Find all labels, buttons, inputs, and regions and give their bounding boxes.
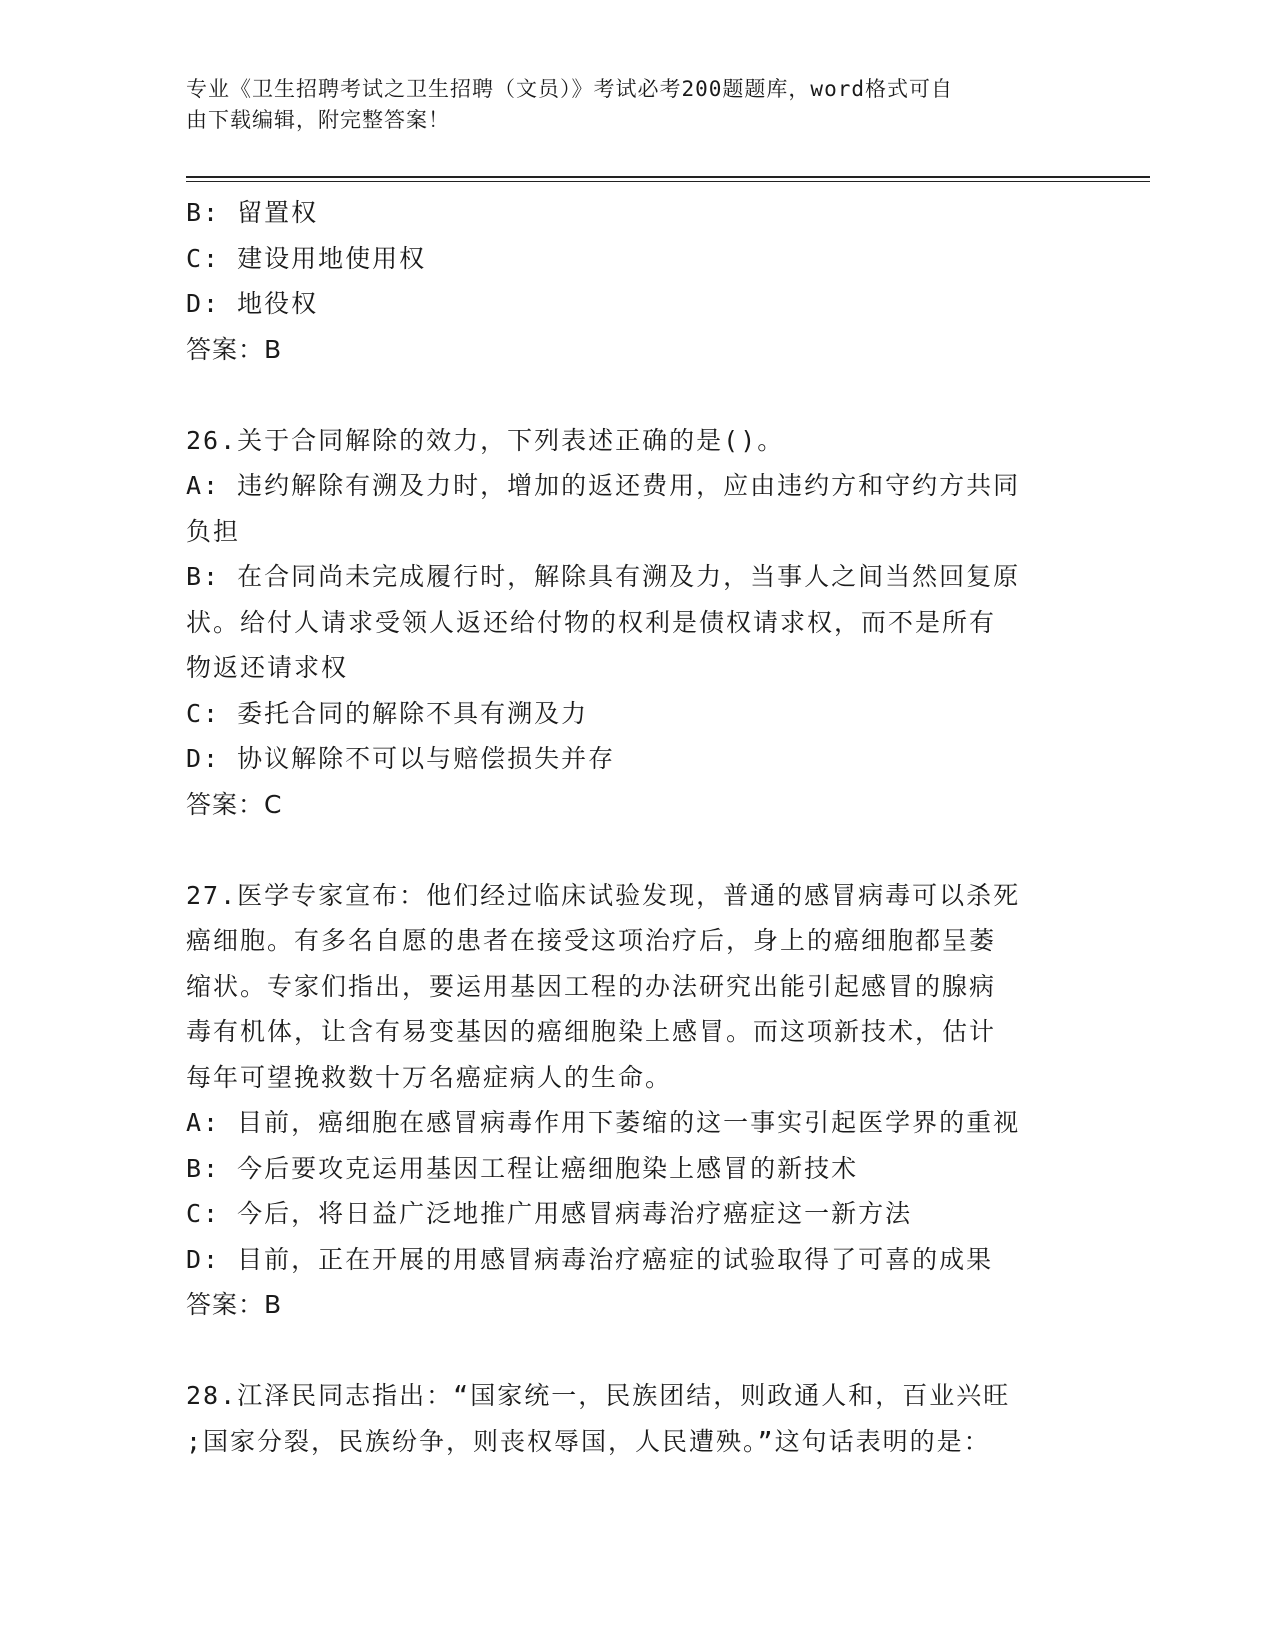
q25-option-c: C: 建设用地使用权 bbox=[186, 243, 427, 273]
q27-option-d: D: 目前，正在开展的用感冒病毒治疗癌症的试验取得了可喜的成果 bbox=[186, 1244, 994, 1274]
q27-option-c: C: 今后，将日益广泛地推广用感冒病毒治疗癌症这一新方法 bbox=[186, 1199, 913, 1228]
q25-answer: 答案：B bbox=[186, 334, 283, 364]
q27-option-b: B: 今后要攻克运用基因工程让癌细胞染上感冒的新技术 bbox=[186, 1153, 859, 1183]
header-divider-thin bbox=[186, 181, 1150, 182]
q26-option-b-line-2: 状。给付人请求受领人返还给付物的权利是债权请求权，而不是所有 bbox=[186, 607, 997, 637]
q25-option-d: D: 地役权 bbox=[186, 289, 319, 318]
q26-stem: 26.关于合同解除的效力，下列表述正确的是()。 bbox=[186, 425, 785, 455]
spacer bbox=[186, 827, 1086, 873]
spacer bbox=[186, 372, 1086, 418]
q27-option-a: A: 目前，癌细胞在感冒病毒作用下萎缩的这一事实引起医学界的重视 bbox=[186, 1108, 1021, 1137]
q27-stem-line-2: 癌细胞。有多名自愿的患者在接受这项治疗后，身上的癌细胞都呈萎 bbox=[186, 926, 997, 955]
q28-stem-line-1: 28.江泽民同志指出：“国家统一，民族团结，则政通人和，百业兴旺 bbox=[186, 1381, 1011, 1410]
q26-option-a-line-2: 负担 bbox=[186, 516, 241, 546]
q27-stem-line-4: 毒有机体，让含有易变基因的癌细胞染上感冒。而这项新技术，估计 bbox=[186, 1017, 997, 1046]
q28-stem-line-2: ;国家分裂，民族纷争，则丧权辱国，人民遭殃。”这句话表明的是： bbox=[186, 1426, 991, 1456]
q27-stem-line-3: 缩状。专家们指出，要运用基因工程的办法研究出能引起感冒的腺病 bbox=[186, 971, 997, 1001]
header-line-2: 由下载编辑，附完整答案！ bbox=[186, 108, 450, 132]
q25-option-b: B: 留置权 bbox=[186, 198, 319, 227]
q26-option-c: C: 委托合同的解除不具有溯及力 bbox=[186, 698, 589, 728]
q26-option-d: D: 协议解除不可以与赔偿损失并存 bbox=[186, 744, 616, 773]
document-header bbox=[186, 74, 1086, 136]
spacer bbox=[186, 1328, 1086, 1374]
header-divider-thick bbox=[186, 176, 1150, 178]
q26-answer: 答案：C bbox=[186, 789, 283, 819]
header-line-1: 专业《卫生招聘考试之卫生招聘（文员）》考试必考200题题库，word格式可自 bbox=[186, 77, 953, 101]
q26-option-b-line-3: 物返还请求权 bbox=[186, 653, 349, 682]
q26-option-b-line-1: B: 在合同尚未完成履行时，解除具有溯及力，当事人之间当然回复原 bbox=[186, 562, 1021, 591]
q27-answer: 答案：B bbox=[186, 1290, 283, 1319]
question-content bbox=[186, 190, 1086, 1464]
q27-stem-line-5: 每年可望挽救数十万名癌症病人的生命。 bbox=[186, 1062, 673, 1092]
q26-option-a-line-1: A: 违约解除有溯及力时，增加的返还费用，应由违约方和守约方共同 bbox=[186, 471, 1021, 500]
q27-stem-line-1: 27.医学专家宣布：他们经过临床试验发现，普通的感冒病毒可以杀死 bbox=[186, 880, 1021, 910]
